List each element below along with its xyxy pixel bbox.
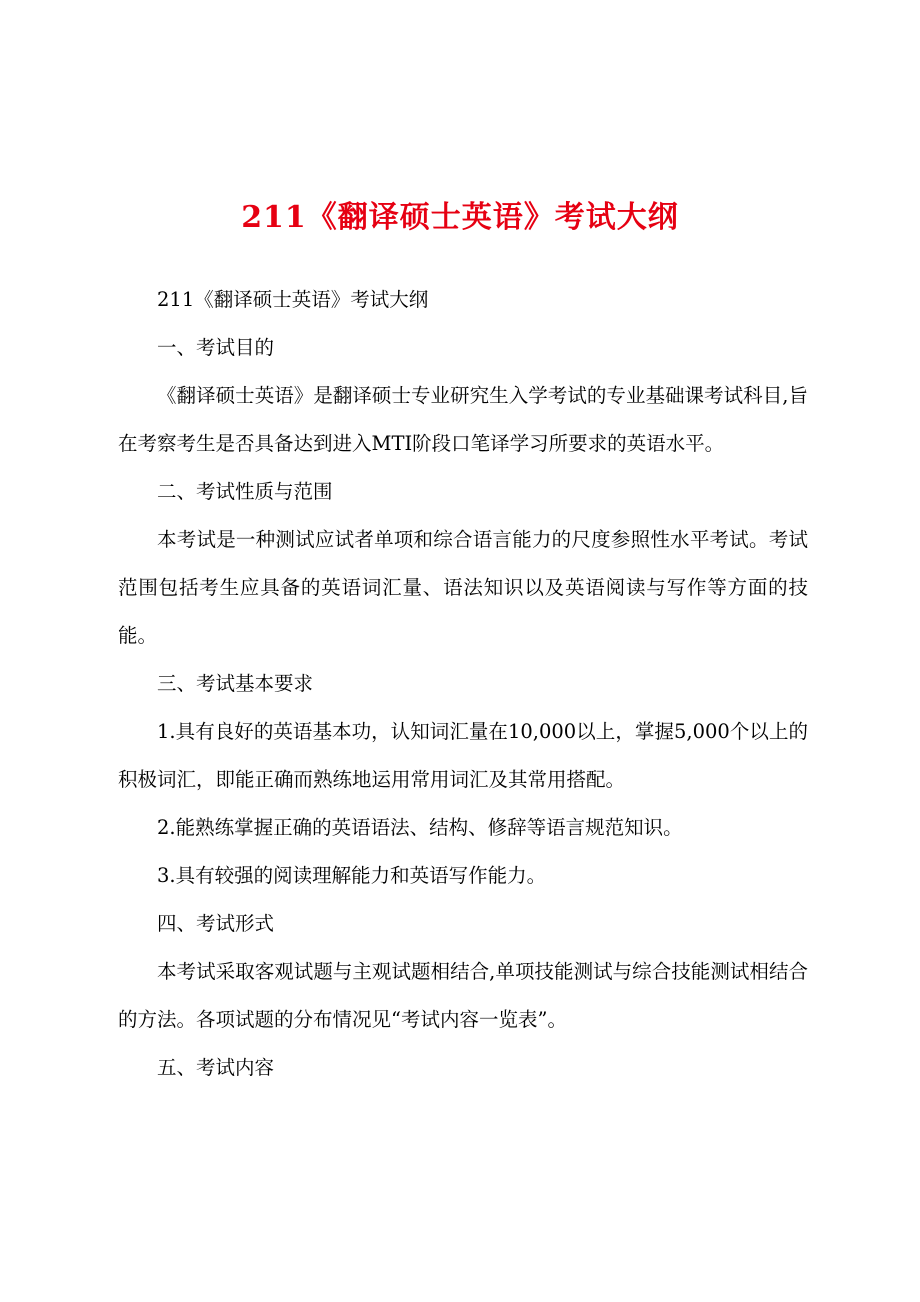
paragraph-format: 本考试采取客观试题与主观试题相结合,单项技能测试与综合技能测试相结合的方法。各项试题的分布情况见“考试内容一览表”。 bbox=[118, 960, 808, 1031]
section-heading-format: 四、考试形式 bbox=[157, 912, 275, 935]
section-heading-nature-scope: 二、考试性质与范围 bbox=[157, 480, 333, 503]
paragraph-heading-repeat: 211《翻译硕士英语》考试大纲 bbox=[157, 288, 429, 311]
requirement-item-2: 2.能熟练掌握正确的英语语法、结构、修辞等语言规范知识。 bbox=[157, 816, 683, 839]
section-heading-content: 五、考试内容 bbox=[157, 1056, 275, 1079]
document-title: 211《翻译硕士英语》考试大纲 bbox=[241, 200, 679, 235]
requirement-item-3: 3.具有较强的阅读理解能力和英语写作能力。 bbox=[157, 864, 547, 887]
paragraph-nature-scope: 本考试是一种测试应试者单项和综合语言能力的尺度参照性水平考试。考试范围包括考生应具备的英语词汇量、语法知识以及英语阅读与写作等方面的技能。 bbox=[118, 528, 808, 647]
paragraph-purpose: 《翻译硕士英语》是翻译硕士专业研究生入学考试的专业基础课考试科目,旨在考察考生是否具备达到进入MTI阶段口笔译学习所要求的英语水平。 bbox=[118, 384, 808, 455]
section-heading-requirements: 三、考试基本要求 bbox=[157, 672, 314, 695]
document-body bbox=[118, 276, 808, 1092]
requirement-item-1: 1.具有良好的英语基本功，认知词汇量在10,000以上，掌握5,000个以上的积极词汇，即能正确而熟练地运用常用词汇及其常用搭配。 bbox=[118, 720, 808, 791]
section-heading-purpose: 一、考试目的 bbox=[157, 336, 275, 359]
